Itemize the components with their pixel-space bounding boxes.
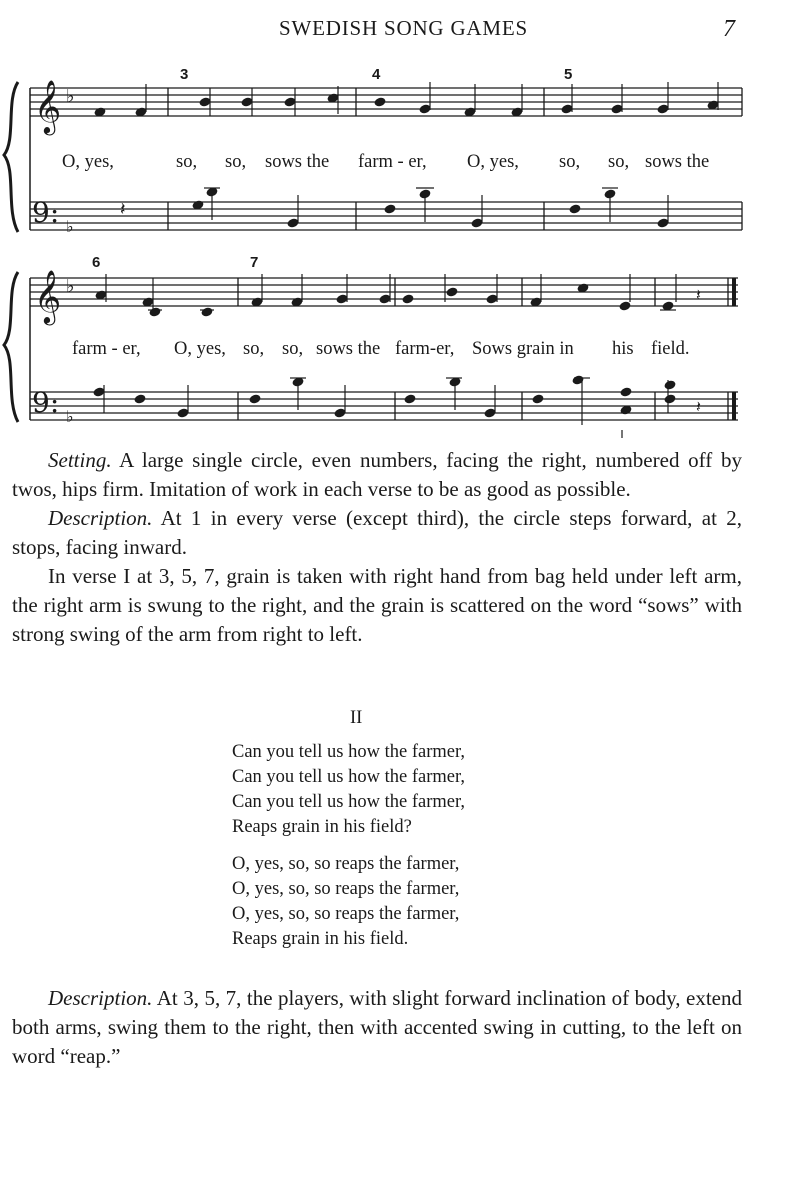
- svg-text:♭: ♭: [66, 276, 75, 297]
- verse-line: O, yes, so, so reaps the farmer,: [232, 854, 460, 874]
- verse-line: Can you tell us how the farmer,: [232, 742, 466, 762]
- lyric-syllable: so,: [225, 152, 247, 172]
- measure-number: 4: [372, 66, 381, 83]
- svg-text:♭: ♭: [66, 217, 74, 236]
- verse-line: Can you tell us how the farmer,: [232, 767, 466, 787]
- lyrics-system-2: [0, 339, 807, 363]
- svg-text:𝄽: 𝄽: [120, 199, 126, 220]
- lyric-syllable: so,: [559, 152, 581, 172]
- lyric-syllable: his: [612, 339, 634, 359]
- lyric-syllable: O, yes,: [467, 152, 519, 172]
- setting-paragraph: [12, 446, 742, 504]
- measure-number: 5: [564, 66, 573, 83]
- svg-text:♭: ♭: [66, 407, 74, 426]
- measure-number: 3: [180, 66, 189, 83]
- lyric-syllable: farm - er,: [72, 339, 141, 359]
- running-head: SWEDISH SONG GAMES: [279, 16, 528, 40]
- lyric-syllable: so,: [243, 339, 265, 359]
- description-text: At 1 in every verse (except third), the circle steps forward, at 2, stops, facing inward.: [12, 506, 742, 559]
- lyric-syllable: O, yes,: [174, 339, 226, 359]
- lyric-syllable: field.: [651, 339, 690, 359]
- lyric-syllable: so,: [608, 152, 630, 172]
- lyric-syllable: O, yes,: [62, 152, 114, 172]
- verse-line: Reaps grain in his field.: [232, 929, 409, 949]
- lyric-syllable: so,: [282, 339, 304, 359]
- setting-label: Setting.: [48, 448, 112, 472]
- svg-text:♭: ♭: [66, 86, 75, 107]
- setting-text: A large single circle, even numbers, facing the right, numbered off by twos, hips firm. Imitation of work in each verse to be as good as possible.: [12, 448, 742, 501]
- svg-text:𝄽: 𝄽: [696, 285, 701, 304]
- description-2-label: Description.: [48, 986, 153, 1010]
- description-label: Description.: [48, 506, 153, 530]
- stanza: [232, 740, 552, 840]
- svg-text:𝄽: 𝄽: [696, 397, 701, 416]
- verse-line: Can you tell us how the farmer,: [232, 792, 466, 812]
- lyric-syllable: sows the: [316, 339, 381, 359]
- description-2-paragraph: [12, 984, 742, 1071]
- measure-number: 6: [92, 254, 101, 271]
- instructions-text: [12, 446, 742, 649]
- verse-line: Reaps grain in his field?: [232, 817, 412, 837]
- description-paragraph: [12, 504, 742, 562]
- svg-text:9:: 9:: [32, 196, 60, 229]
- verse1-instructions: In verse I at 3, 5, 7, grain is taken with right hand from bag held under left arm, the right arm is swung to the right, and the grain is scattered on the word “sows” with strong swing of the arm from right to left.: [12, 564, 742, 646]
- music-system-2: [0, 250, 807, 440]
- page-number: 7: [723, 16, 735, 42]
- stanza: [232, 852, 552, 952]
- svg-text:𝄞: 𝄞: [34, 269, 62, 323]
- description-2-text: [12, 984, 742, 1071]
- lyric-syllable: sows the: [265, 152, 330, 172]
- verse-ii: [232, 706, 552, 964]
- lyric-syllable: farm-er,: [395, 339, 455, 359]
- lyric-syllable: Sows grain in: [472, 339, 574, 359]
- svg-text:𝄞: 𝄞: [34, 79, 62, 133]
- lyric-syllable: so,: [176, 152, 198, 172]
- measure-number: 7: [250, 254, 259, 271]
- lyrics-system-1: [0, 152, 807, 176]
- page-header: [0, 16, 807, 46]
- music-system-1: [0, 60, 807, 250]
- verse-number: II: [350, 708, 363, 728]
- lyric-syllable: sows the: [645, 152, 710, 172]
- verse-line: O, yes, so, so reaps the farmer,: [232, 879, 460, 899]
- description-2-body: At 3, 5, 7, the players, with slight forward inclination of body, extend both arms, swing them to the right, then with accented swing in cutting, to the left on word “reap.”: [12, 986, 742, 1068]
- svg-text:9:: 9:: [32, 386, 60, 419]
- lyric-syllable: farm - er,: [358, 152, 427, 172]
- verse-line: O, yes, so, so reaps the farmer,: [232, 904, 460, 924]
